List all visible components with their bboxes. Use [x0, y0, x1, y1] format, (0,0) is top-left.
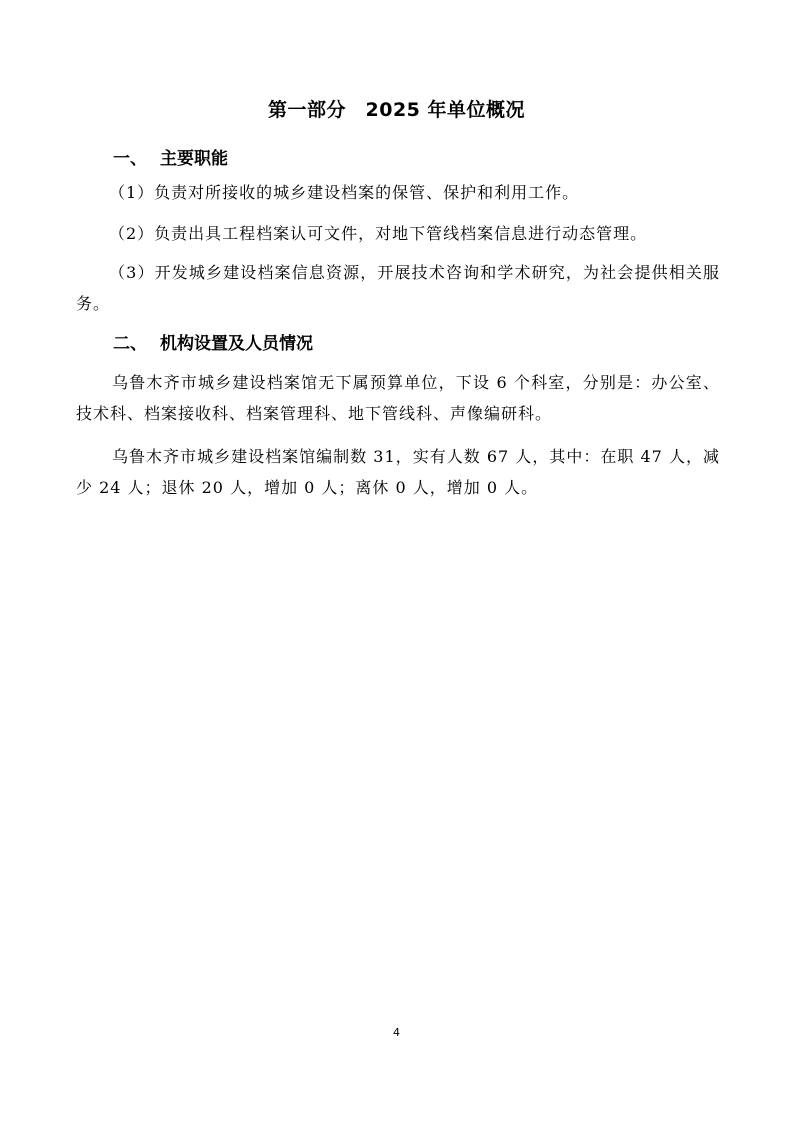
- section-title: 机构设置及人员情况: [160, 334, 313, 354]
- page-title: 第一部分 2025 年单位概况: [268, 99, 525, 121]
- function-item-1: （1）负责对所接收的城乡建设档案的保管、保护和利用工作。: [109, 183, 580, 202]
- function-item-3: （3）开发城乡建设档案信息资源，开展技术咨询和学术研究，为社会提供相关服务。: [76, 263, 720, 313]
- section-number: 二、: [113, 334, 147, 354]
- section-number: 一、: [113, 149, 147, 169]
- section-heading-organization: [113, 331, 313, 357]
- function-item-2: （2）负责出具工程档案认可文件，对地下管线档案信息进行动态管理。: [109, 224, 648, 243]
- section-title: 主要职能: [160, 149, 228, 169]
- staffing-paragraph: 乌鲁木齐市城乡建设档案馆编制数 31，实有人数 67 人，其中：在职 47 人，减少 24 人；退休 20 人，增加 0 人；离休 0 人，增加 0 人。: [76, 447, 720, 497]
- organization-paragraph: 乌鲁木齐市城乡建设档案馆无下属预算单位，下设 6 个科室，分别是：办公室、技术科、档案接收科、档案管理科、地下管线科、声像编研科。: [76, 373, 720, 423]
- page-number: 4: [393, 1026, 400, 1039]
- section-heading-main-functions: [113, 146, 228, 172]
